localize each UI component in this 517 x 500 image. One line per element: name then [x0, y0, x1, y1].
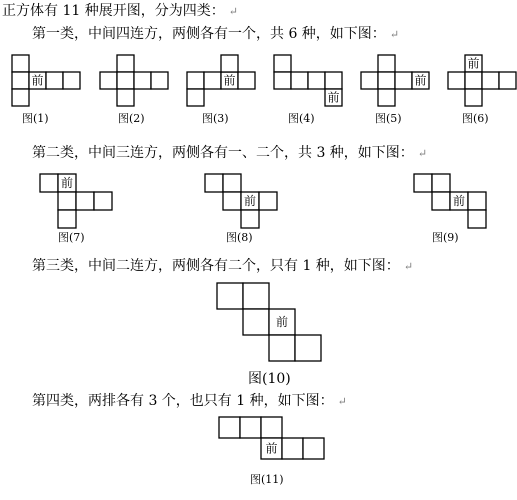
net-square [117, 55, 134, 72]
net-square [221, 55, 238, 72]
front-face-label: 前 [414, 73, 427, 88]
net-square [378, 89, 395, 106]
front-face-label: 前 [223, 73, 236, 88]
figure-caption: 图(6) [462, 112, 489, 125]
front-face-label: 前 [327, 90, 340, 105]
net-square [499, 72, 516, 89]
net-square [219, 417, 240, 438]
net-square [76, 192, 94, 210]
net-square [187, 72, 204, 89]
category-1-label: 第一类，中间四连方，两侧各有一个，共 6 种，如下图： [32, 26, 386, 42]
net-square [291, 72, 308, 89]
figure-caption: 图(11) [250, 473, 284, 486]
net-square [204, 72, 221, 89]
net-square [274, 72, 291, 89]
net-square [223, 174, 241, 192]
net-square [282, 438, 303, 459]
net-square [217, 283, 243, 309]
net-square [465, 72, 482, 89]
net-square [243, 309, 269, 335]
cube-net-7 [40, 174, 112, 244]
front-face-label: 前 [31, 73, 44, 88]
net-square [269, 335, 295, 361]
cube-net-1 [12, 55, 80, 125]
front-face-label: 前 [467, 56, 480, 71]
figure-caption: 图(5) [375, 112, 402, 125]
net-square [117, 89, 134, 106]
front-face-label: 前 [265, 441, 278, 456]
return-mark: ↵ [337, 395, 347, 408]
net-square [432, 192, 450, 210]
net-square [241, 210, 259, 228]
net-square [378, 55, 395, 72]
figure-caption: 图(4) [288, 112, 315, 125]
net-square [12, 72, 29, 89]
net-square [432, 174, 450, 192]
figure-caption: 图(9) [432, 231, 459, 244]
net-square [151, 72, 168, 89]
net-square [261, 417, 282, 438]
net-square [308, 72, 325, 89]
net-square [100, 72, 117, 89]
figure-caption: 图(7) [58, 231, 85, 244]
net-square [482, 72, 499, 89]
net-square [274, 55, 291, 72]
return-mark: ↵ [389, 28, 400, 41]
figure-caption: 图(10) [248, 371, 291, 387]
net-square [205, 174, 223, 192]
net-square [12, 55, 29, 72]
net-square [395, 72, 412, 89]
front-face-label: 前 [452, 194, 466, 208]
figure-caption: 图(3) [202, 112, 229, 125]
net-square [134, 72, 151, 89]
net-square [259, 192, 277, 210]
net-square [12, 89, 29, 106]
front-face-label: 前 [275, 315, 289, 329]
net-square [448, 72, 465, 89]
front-face-label: 前 [60, 176, 74, 190]
net-square [40, 174, 58, 192]
cube-net-9 [414, 174, 486, 244]
net-square [240, 417, 261, 438]
net-square [325, 72, 342, 89]
net-square [63, 72, 80, 89]
category-4-label: 第四类，两排各有 3 个，也只有 1 种，如下图： [32, 393, 334, 409]
return-mark: ↵ [417, 147, 428, 160]
category-3-label: 第三类，中间二连方，两侧各有二个，只有 1 种，如下图： [32, 258, 400, 274]
net-square [378, 72, 395, 89]
net-square [223, 192, 241, 210]
return-mark: ↵ [228, 5, 238, 18]
intro-label: 正方体有 11 种展开图，分为四类： [2, 3, 225, 19]
net-square [46, 72, 63, 89]
front-face-label: 前 [243, 194, 257, 208]
cube-net-4 [274, 55, 342, 125]
cube-net-8 [205, 174, 277, 244]
net-square [238, 72, 255, 89]
net-square [243, 283, 269, 309]
figure-caption: 图(1) [22, 112, 49, 125]
cube-net-11 [219, 417, 324, 486]
cube-net-2 [100, 55, 168, 125]
net-square [58, 210, 76, 228]
net-square [303, 438, 324, 459]
figure-caption: 图(8) [226, 231, 253, 244]
net-square [187, 89, 204, 106]
cube-net-3 [187, 55, 255, 125]
net-square [58, 192, 76, 210]
net-square [117, 72, 134, 89]
net-square [361, 72, 378, 89]
net-square [295, 335, 321, 361]
figure-caption: 图(2) [118, 112, 145, 125]
net-square [414, 174, 432, 192]
return-mark: ↵ [403, 260, 414, 273]
net-square [468, 210, 486, 228]
net-square [465, 89, 482, 106]
net-square [468, 192, 486, 210]
cube-net-6 [448, 55, 516, 125]
cube-net-5 [361, 55, 429, 125]
net-square [94, 192, 112, 210]
category-2-label: 第二类，中间三连方，两侧各有一、二个，共 3 种，如下图： [32, 145, 414, 161]
cube-net-10 [217, 283, 321, 387]
